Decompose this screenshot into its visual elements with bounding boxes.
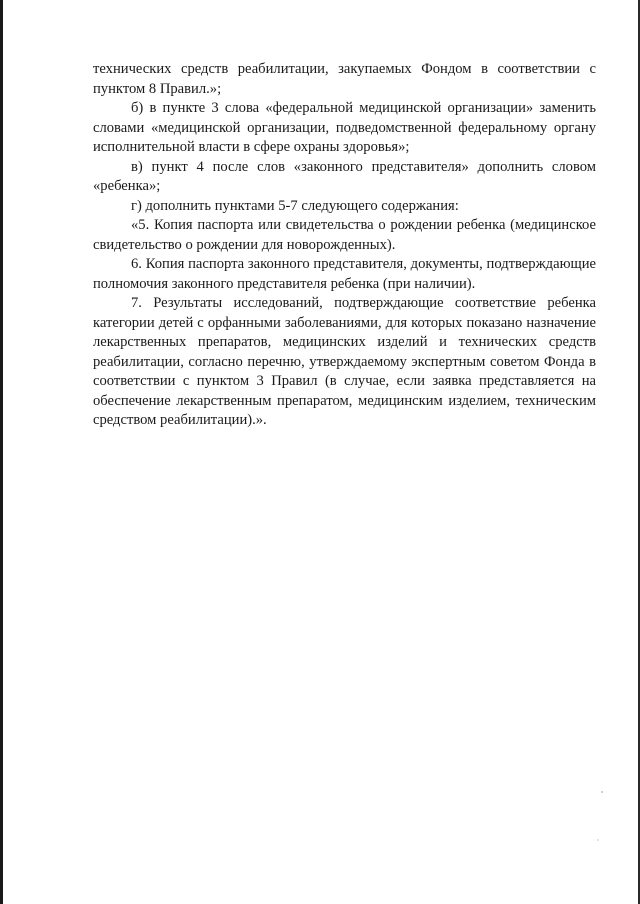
paragraph-continuation: технических средств реабилитации, закупаемых Фондом в соответствии с пунктом 8 Правил.»; [93,61,596,97]
paragraph-item-v: в) пункт 4 после слов «законного представителя» дополнить словом «ребенка»; [93,158,596,194]
paragraph-point-7: 7. Результаты исследований, подтверждающие соответствие ребенка категории детей с орфанными заболеваниями, для которых показано назначение лекарственных препаратов, медицинских изделий и технических средств реабилитации, согласно перечню, утверждаемому экспертным советом Фонда в соответствии с пунктом 3 Правил (в случае, если заявка представляется на обеспечение лекарственным препаратом, медицинским изделием, техническим средством реабилитации).». [93,295,596,428]
paragraph-item-g: г) дополнить пунктами 5-7 следующего содержания: [131,197,459,214]
scan-edge-left [0,0,3,904]
paragraph-point-5: «5. Копия паспорта или свидетельства о рождении ребенка (медицинское свидетельство о рождении для новорожденных). [93,217,596,253]
document-body [93,60,596,431]
paragraph-item-b: б) в пункте 3 слова «федеральной медицинской организации» заменить словами «медицинской организации, подведомственной федеральному органу исполнительной власти в сфере охраны здоровья»; [93,100,596,155]
paragraph-point-6: 6. Копия паспорта законного представителя, документы, подтверждающие полномочия законного представителя ребенка (при наличии). [93,256,596,292]
